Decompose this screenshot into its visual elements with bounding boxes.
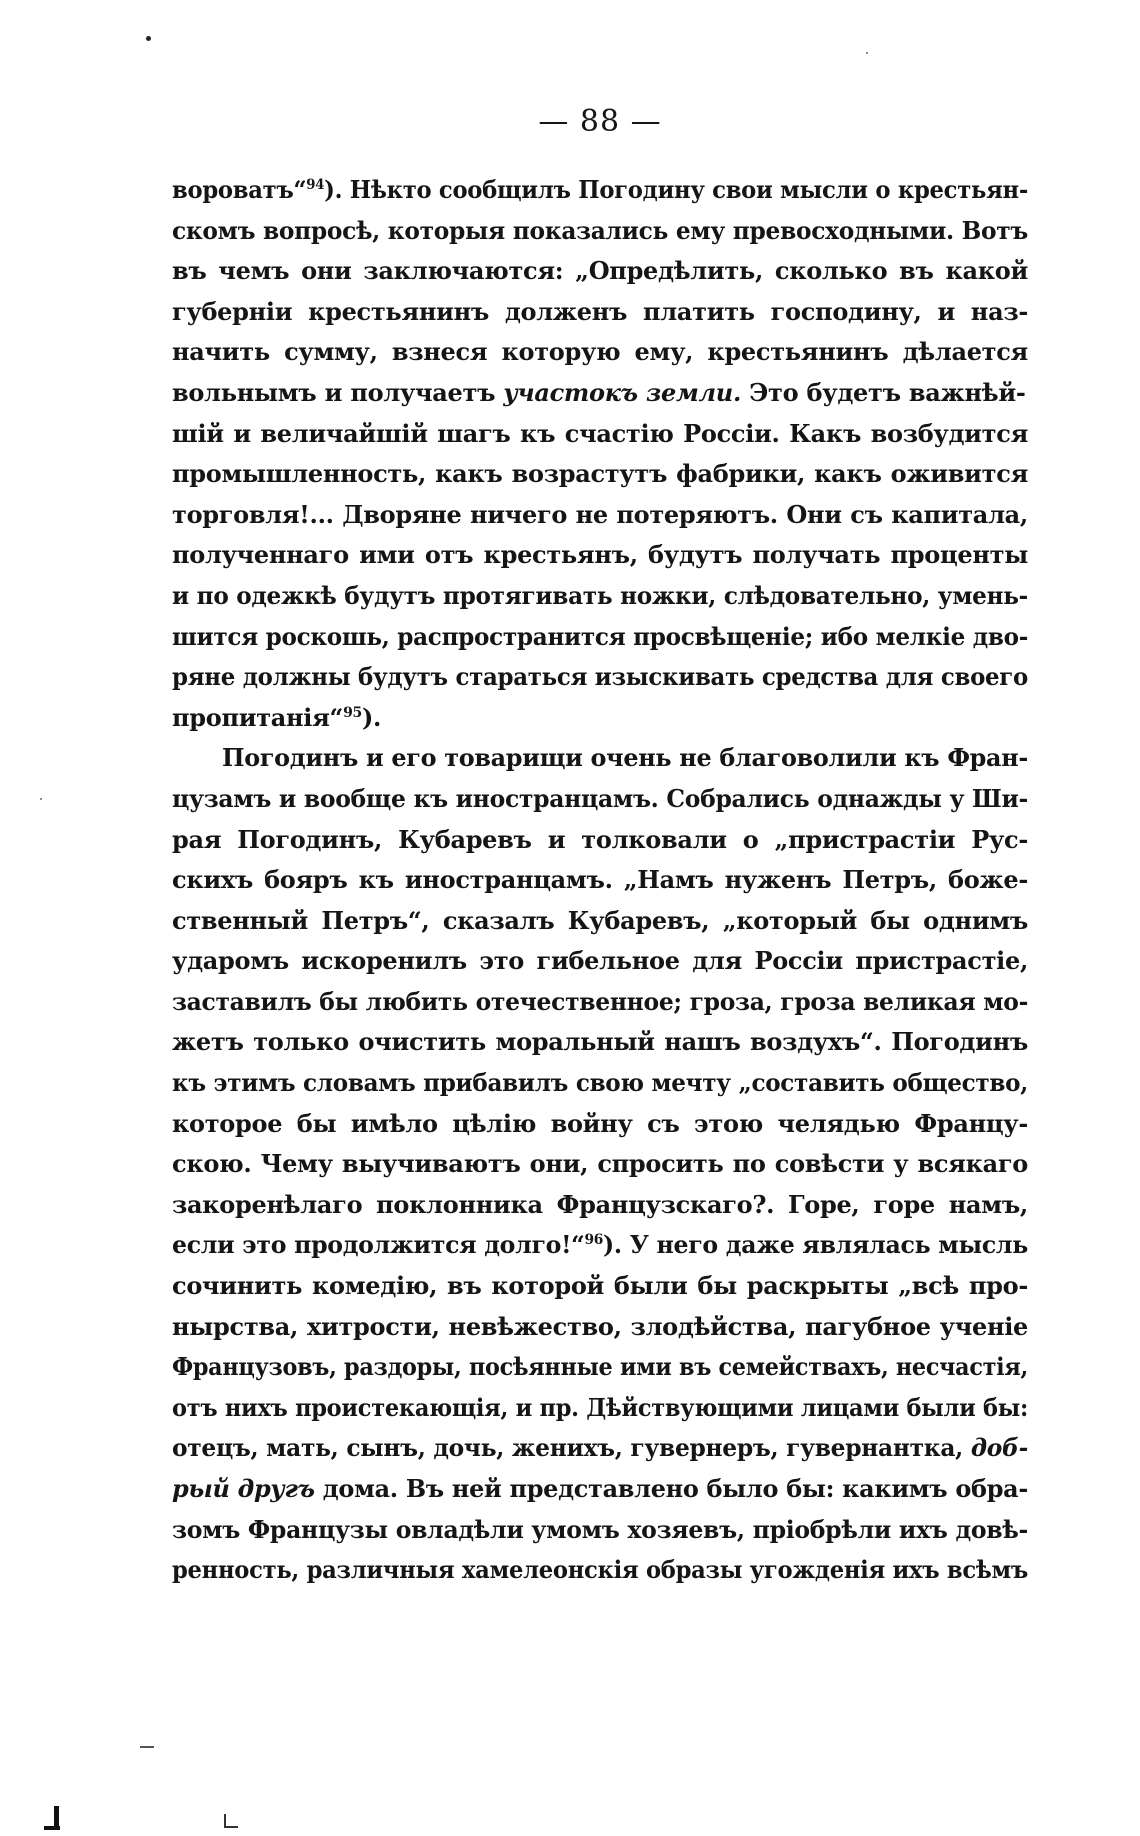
text-line: шій и величайшій шагъ къ счастію Россіи. Какъ возбудится (172, 418, 1028, 448)
text-line: скою. Чему выучиваютъ они, спросить по совѣсти у всякаго (172, 1149, 1028, 1179)
text-line: въ чемъ они заключаются: „Опредѣлить, сколько въ какой (172, 256, 1028, 286)
print-speck (866, 52, 868, 54)
text-line: Французовъ, раздоры, посѣянные ими въ семействахъ, несчастія, (172, 1352, 1028, 1382)
page-number: — 88 — (538, 104, 662, 139)
text-line: скомъ вопросѣ, которыя показались ему превосходными. Вотъ (172, 215, 1028, 245)
text-line: рый другъ дома. Въ ней представлено было бы: какимъ обра- (172, 1474, 1028, 1503)
print-speck (146, 36, 151, 41)
text-line: ударомъ искоренилъ это гибельное для Россіи пристрастіе, (172, 946, 1028, 976)
text-line: жетъ только очистить моральный нашъ воздухъ“. Погодинъ (172, 1027, 1028, 1057)
text-line: зомъ Французы овладѣли умомъ хозяевъ, пріобрѣли ихъ довѣ- (172, 1514, 1028, 1544)
emphasis-text: доб- (970, 1433, 1028, 1463)
text-line: торговля!... Дворяне ничего не потеряютъ. Они съ капитала, (172, 499, 1028, 529)
footnote-ref[interactable]: 96 (584, 1232, 604, 1249)
text-line: заставилъ бы любить отечественное; гроза, гроза великая мо- (172, 986, 1028, 1016)
text-line: отъ нихъ проистекающія, и пр. Дѣйствующими лицами были бы: (172, 1392, 1028, 1422)
text-line: нырства, хитрости, невѣжество, злодѣйства, пагубное ученіе (172, 1311, 1028, 1341)
text-line: губерніи крестьянинъ долженъ платить господину, и наз- (172, 296, 1028, 326)
text-line: ряне должны будутъ стараться изыскивать средства для своего (172, 662, 1028, 692)
scan-margin-mark (44, 1826, 60, 1830)
footnote-ref[interactable]: 94 (306, 177, 325, 193)
text-line: вороватъ“$^{94}$). Нѣкто сообщилъ Погодину свои мысли о крестьян- (172, 175, 1028, 204)
text-line: отецъ, мать, сынъ, дочь, женихъ, гувернеръ, гувернантка, доб- (172, 1433, 1028, 1463)
text-line: пропитанія“$^{95}$). (172, 702, 382, 732)
text-line: промышленность, какъ возрастутъ фабрики, какъ оживится (172, 459, 1028, 489)
text-line: цузамъ и вообще къ иностранцамъ. Собрались однажды у Ши- (172, 783, 1028, 813)
text-line: и по одежкѣ будутъ протягивать ножки, слѣдовательно, умень- (172, 580, 1028, 610)
text-line: начить сумму, взнеся которую ему, крестьянинъ дѣлается (172, 337, 1028, 367)
text-line: шится роскошь, распространится просвѣщеніе; ибо мелкіе дво- (172, 621, 1028, 651)
text-line: къ этимъ словамъ прибавилъ свою мечту „составить общество, (172, 1068, 1028, 1098)
text-line: сочинить комедію, въ которой были бы раскрыты „всѣ про- (172, 1271, 1028, 1301)
text-line: скихъ бояръ къ иностранцамъ. „Намъ нуженъ Петръ, боже- (172, 865, 1028, 895)
text-line: Погодинъ и его товарищи очень не благоволили къ Фран- (222, 743, 1028, 773)
print-speck (140, 1746, 154, 1748)
body-text (172, 170, 1028, 1591)
footnote-ref[interactable]: 95 (343, 704, 362, 721)
text-line: ственный Петръ“, сказалъ Кубаревъ, „который бы однимъ (172, 905, 1028, 935)
text-line: ренность, различныя хамелеонскія образы угожденія ихъ всѣмъ (172, 1555, 1028, 1585)
print-speck (40, 798, 42, 800)
text-line: если это продолжится долго!“$^{96}$). У него даже являлась мысль (172, 1230, 1028, 1260)
emphasis-text: рый другъ (172, 1474, 315, 1503)
text-line: закоренѣлаго поклонника Французскаго?. Горе, горе намъ, (172, 1189, 1028, 1219)
text-line: рая Погодинъ, Кубаревъ и толковали о „пристрастіи Рус- (172, 824, 1028, 854)
text-line: полученнаго ими отъ крестьянъ, будутъ получать проценты (172, 540, 1028, 570)
text-line: вольнымъ и получаетъ участокъ земли. Это будетъ важнѣй- (172, 377, 1026, 407)
emphasis-text: участокъ земли. (503, 377, 742, 407)
text-line: которое бы имѣло цѣлію войну съ этою челядью Францу- (172, 1108, 1028, 1138)
scan-corner-mark (224, 1826, 238, 1828)
